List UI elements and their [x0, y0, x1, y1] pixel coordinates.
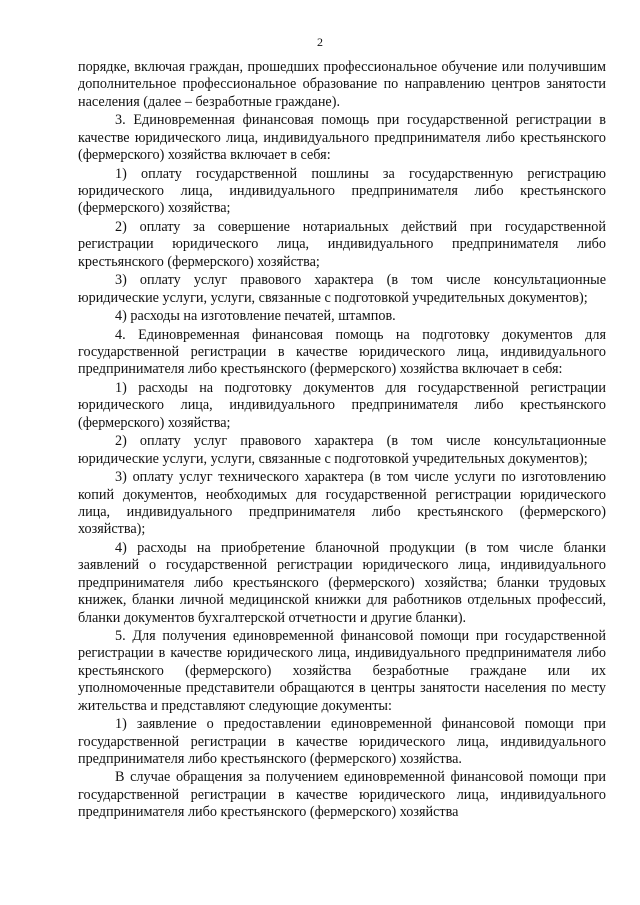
document-body: [78, 59, 606, 823]
list-item: 3) оплату услуг технического характера (в том числе услуги по изготовлению копий документов, необходимых для государственной регистрации юридического лица, индивидуального предпринимателя либо крестьянского (фермерского) хозяйства);: [78, 469, 606, 538]
list-item: 4) расходы на изготовление печатей, штампов.: [115, 308, 396, 325]
paragraph: 5. Для получения единовременной финансовой помощи при государственной регистрации в качестве юридического лица, индивидуального предпринимателя либо крестьянского (фермерского) хозяйства безработные граждане или их уполномоченные представители обращаются в центры занятости населения по месту жительства и представляют следующие документы:: [78, 628, 606, 714]
paragraph: В случае обращения за получением единовременной финансовой помощи при государственной регистрации в качестве юридического лица, индивидуального предпринимателя либо крестьянского (фермерского) хозяйства: [78, 769, 606, 821]
list-item: 2) оплату за совершение нотариальных действий при государственной регистрации юридического лица, индивидуального предпринимателя либо крестьянского (фермерского) хозяйства;: [78, 218, 606, 270]
list-item: 1) заявление о предоставлении единовременной финансовой помощи при государственной регистрации в качестве юридического лица, индивидуального предпринимателя либо крестьянского (фермерского) хозяйства.: [78, 716, 606, 767]
list-item: 1) расходы на подготовку документов для государственной регистрации юридического лица, индивидуального предпринимателя либо крестьянского (фермерского) хозяйства;: [78, 379, 606, 431]
paragraph: 3. Единовременная финансовая помощь при государственной регистрации в качестве юридического лица, индивидуального предпринимателя либо крестьянского (фермерского) хозяйства включает в себя:: [78, 112, 606, 164]
list-item: 4) расходы на приобретение бланочной продукции (в том числе бланки заявлений о государственной регистрации юридического лица, индивидуального предпринимателя либо крестьянского (фермерского) хозяйства; бланки трудовых книжек, бланки личной медицинской книжки для работников отдельных профессий, бланки документов бухгалтерской отчетности и другие бланки).: [78, 539, 606, 626]
page-number: 2: [317, 35, 323, 49]
list-item: 3) оплату услуг правового характера (в том числе консультационные юридические услуги, услуги, связанные с подготовкой учредительных документов);: [78, 272, 606, 306]
paragraph: порядке, включая граждан, прошедших профессиональное обучение или получившим дополнительное профессиональное образование по направлению центров занятости населения (далее – безработные граждане).: [78, 59, 606, 110]
paragraph: 4. Единовременная финансовая помощь на подготовку документов для государственной регистрации в качестве юридического лица, индивидуального предпринимателя либо крестьянского (фермерского) хозяйства включает в себя:: [78, 326, 606, 378]
list-item: 2) оплату услуг правового характера (в том числе консультационные юридические услуги, услуги, связанные с подготовкой учредительных документов);: [78, 433, 606, 467]
list-item: 1) оплату государственной пошлины за государственную регистрацию юридического лица, индивидуального предпринимателя либо крестьянского (фермерского) хозяйства;: [78, 165, 606, 217]
